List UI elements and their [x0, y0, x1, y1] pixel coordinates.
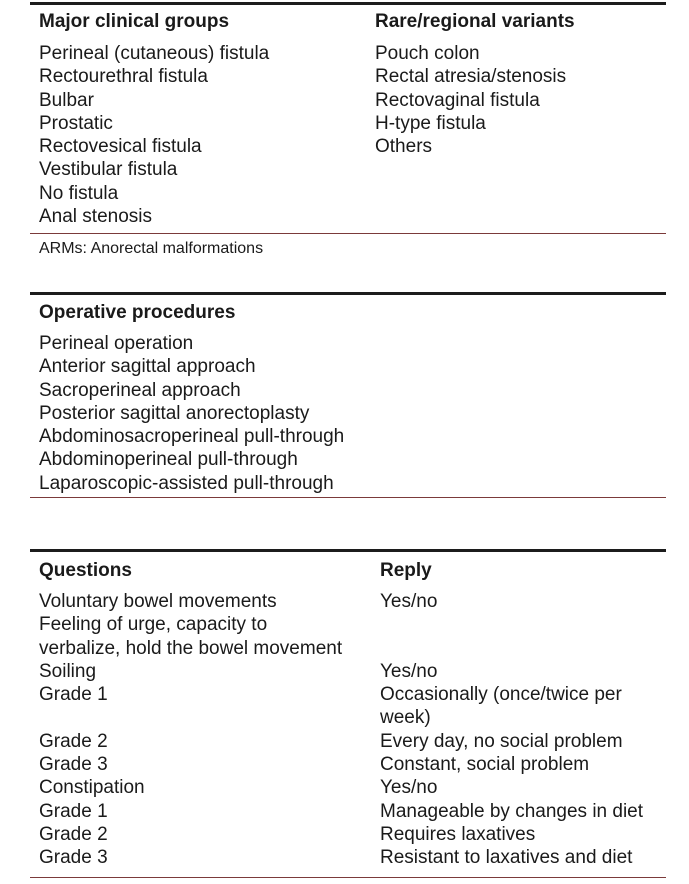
reply-cell: Every day, no social problem: [380, 730, 623, 752]
reply-cell: week): [380, 707, 431, 729]
list-item: Prostatic: [39, 112, 113, 134]
list-item: Pouch colon: [375, 43, 480, 64]
list-item: Rectovesical fistula: [39, 136, 202, 158]
list-item: Vestibular fistula: [39, 159, 178, 181]
col-header-operative-procedures: Operative procedures: [39, 302, 236, 323]
procedures-list: [39, 332, 344, 495]
reply-column: [380, 590, 643, 870]
col-header-questions: Questions: [39, 560, 132, 581]
question-cell: [39, 706, 342, 729]
list-item: Laparoscopic-assisted pull-through: [39, 472, 334, 494]
list-item: Posterior sagittal anorectoplasty: [39, 402, 310, 424]
question-cell: Grade 2: [39, 730, 108, 752]
reply-cell: [380, 637, 643, 660]
list-item: Rectourethral fistula: [39, 66, 208, 88]
questions-column: [39, 590, 342, 870]
list-item: Abdominosacroperineal pull-through: [39, 426, 345, 448]
clinical-groups-table: [30, 0, 666, 270]
reply-cell: Yes/no: [380, 591, 438, 612]
col-header-rare-variants: Rare/regional variants: [375, 11, 575, 32]
list-item: Abdominoperineal pull-through: [39, 449, 298, 471]
list-item: Anterior sagittal approach: [39, 356, 256, 378]
reply-cell: Yes/no: [380, 660, 438, 682]
question-cell: Grade 1: [39, 684, 108, 706]
question-cell: Grade 3: [39, 754, 108, 776]
top-rule: [30, 292, 666, 295]
question-cell: Constipation: [39, 777, 145, 799]
footnote: ARMs: Anorectal malformations: [39, 240, 264, 257]
list-item: Bulbar: [39, 89, 94, 111]
reply-cell: Resistant to laxatives and diet: [380, 847, 633, 869]
list-item: H-type fistula: [375, 112, 486, 134]
list-item: No fistula: [39, 182, 119, 204]
bottom-rule: [30, 497, 666, 498]
reply-cell: Manageable by changes in diet: [380, 800, 644, 822]
question-cell: Grade 1: [39, 800, 108, 822]
list-item: Rectal atresia/stenosis: [375, 66, 567, 88]
reply-cell: Requires laxatives: [380, 823, 536, 845]
col-header-major-groups: Major clinical groups: [39, 11, 230, 32]
list-item: Anal stenosis: [39, 206, 153, 228]
list-item: Rectovaginal fistula: [375, 89, 540, 111]
reply-cell: Occasionally (once/twice per: [380, 684, 622, 706]
list-item: Others: [375, 136, 433, 158]
question-cell: Voluntary bowel movements: [39, 591, 277, 612]
top-rule: [30, 2, 666, 5]
reply-cell: Yes/no: [380, 777, 438, 799]
col-header-reply: Reply: [380, 560, 432, 581]
question-cell: Feeling of urge, capacity to: [39, 614, 268, 636]
bottom-rule: [30, 877, 666, 878]
list-item: Sacroperineal approach: [39, 379, 241, 401]
bottom-rule: [30, 233, 666, 234]
list-item: Perineal operation: [39, 333, 194, 354]
top-rule: [30, 549, 666, 552]
rare-variants-list: [375, 42, 566, 158]
reply-cell: Constant, social problem: [380, 754, 590, 776]
question-cell: Grade 3: [39, 847, 108, 869]
question-cell: verbalize, hold the bowel movement: [39, 637, 343, 659]
question-cell: Grade 2: [39, 823, 108, 845]
bowel-function-questions-table: [30, 547, 666, 884]
major-groups-list: [39, 42, 269, 228]
question-cell: Soiling: [39, 660, 97, 682]
operative-procedures-table: [30, 290, 666, 505]
list-item: Perineal (cutaneous) fistula: [39, 43, 270, 64]
reply-cell: [380, 613, 643, 636]
